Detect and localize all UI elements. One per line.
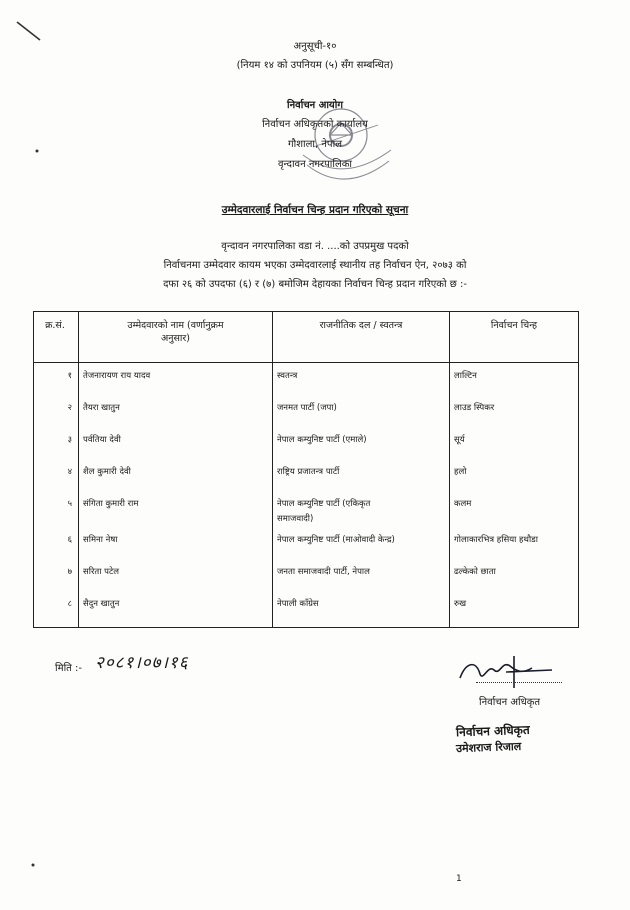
row-party: राष्ट्रिय प्रजातन्त्र पार्टी: [273, 459, 450, 491]
row-serial: ३: [34, 427, 79, 459]
row-party: [273, 491, 450, 527]
officer-stamp-name: उमेशराज रिजाल: [455, 739, 522, 756]
table-row: [34, 491, 579, 527]
row-party: स्वतन्त्र: [273, 363, 450, 395]
rule-reference: (नियम १४ को उपनियम (५) सँग सम्बन्धित): [236, 60, 394, 71]
municipality-name: वृन्दावन नगरपालिका: [277, 159, 353, 170]
row-symbol: कलम: [450, 491, 579, 527]
intro-paragraph: [0, 237, 630, 294]
row-party-line1: नेपाल कम्युनिष्ट पार्टी (एकिकृत: [277, 498, 371, 509]
table-row: [34, 459, 579, 491]
row-candidate-name: तैयरा खातुन: [79, 395, 273, 427]
intro-line: निर्वाचनमा उम्मेदवार कायम भएका उम्मेदवारलाई स्थानीय तह निर्वाचन ऐन, २०७३ को: [163, 260, 467, 271]
header-serial: क्र.सं.: [34, 312, 79, 363]
row-party: नेपाल कम्युनिष्ट पार्टी (माओवादी केन्द्र): [273, 527, 450, 559]
officer-office: निर्वाचन अधिकृतको कार्यालय: [262, 119, 368, 130]
header-symbol: निर्वाचन चिन्ह: [450, 312, 579, 363]
table-row: [34, 427, 579, 459]
handwritten-date: २०८१।०७।१६: [95, 653, 189, 673]
row-serial: २: [34, 395, 79, 427]
header-party: राजनीतिक दल / स्वतन्त्र: [273, 312, 450, 363]
row-symbol: लाल्टिन: [450, 363, 579, 395]
row-candidate-name: तेजनारायण राय यादव: [79, 363, 273, 395]
officer-designation: निर्वाचन अधिकृत: [479, 697, 541, 708]
annex-title: अनुसूची-१०: [293, 41, 337, 52]
row-symbol: ढल्केको छाता: [450, 559, 579, 591]
row-candidate-name: पर्वतिया देवी: [79, 427, 273, 459]
table-row: [34, 559, 579, 591]
office-location: गौशाला, नेपाल: [288, 139, 342, 150]
table-row: [34, 395, 579, 427]
row-serial: ५: [34, 491, 79, 527]
header-name-line1: उम्मेदवारको नाम (वर्णानुक्रम: [127, 320, 224, 331]
table-row: [34, 363, 579, 395]
notice-title: उम्मेदवारलाई निर्वाचन चिन्ह प्रदान गरिएको सूचना: [221, 204, 409, 216]
row-party-line2: समाजवादी): [277, 513, 314, 524]
candidate-table: [33, 311, 579, 628]
header-candidate-name: [79, 312, 273, 363]
table-row: [34, 591, 579, 628]
row-symbol: सूर्य: [450, 427, 579, 459]
row-party: जनता समाजवादी पार्टी, नेपाल: [273, 559, 450, 591]
intro-line: वृन्दावन नगरपालिका वडा नं. ....को उपप्रमुख पदको: [221, 241, 409, 252]
row-candidate-name: समिना नेषा: [79, 527, 273, 559]
row-candidate-name: शैल कुमारी देवी: [79, 459, 273, 491]
table-header-row: [34, 312, 579, 363]
header-name-line2: अनुसार): [160, 333, 190, 344]
row-serial: ८: [34, 591, 79, 628]
row-symbol: हलो: [450, 459, 579, 491]
margin-dot: [30, 862, 36, 868]
signature-line: [476, 682, 562, 683]
row-serial: १: [34, 363, 79, 395]
row-symbol: लाउड स्पिकर: [450, 395, 579, 427]
table-row: [34, 527, 579, 559]
intro-line: दफा २६ को उपदफा (६) र (७) बमोजिम देहायका निर्वाचन चिन्ह प्रदान गरिएको छ :-: [163, 279, 467, 290]
row-candidate-name: संगिता कुमारी राम: [79, 491, 273, 527]
commission-name: निर्वाचन आयोग: [287, 100, 343, 111]
row-symbol: गोलाकारभित्र हसिया हथौडा: [450, 527, 579, 559]
officer-signature: [452, 652, 562, 692]
row-candidate-name: सरिता पटेल: [79, 559, 273, 591]
office-seal-stamp: [283, 95, 403, 200]
row-party: जनमत पार्टी (जपा): [273, 395, 450, 427]
row-serial: ७: [34, 559, 79, 591]
row-party: नेपाल कम्युनिष्ट पार्टी (एमाले): [273, 427, 450, 459]
row-candidate-name: सैदुन खातुन: [79, 591, 273, 628]
page-number: 1: [456, 874, 462, 884]
row-serial: ६: [34, 527, 79, 559]
date-label: मिति :-: [55, 663, 83, 674]
row-serial: ४: [34, 459, 79, 491]
row-party: नेपाली काँग्रेस: [273, 591, 450, 628]
margin-dot: [34, 148, 40, 154]
officer-stamp-title: निर्वाचन अधिकृत: [455, 722, 530, 740]
row-symbol: रुख: [450, 591, 579, 628]
